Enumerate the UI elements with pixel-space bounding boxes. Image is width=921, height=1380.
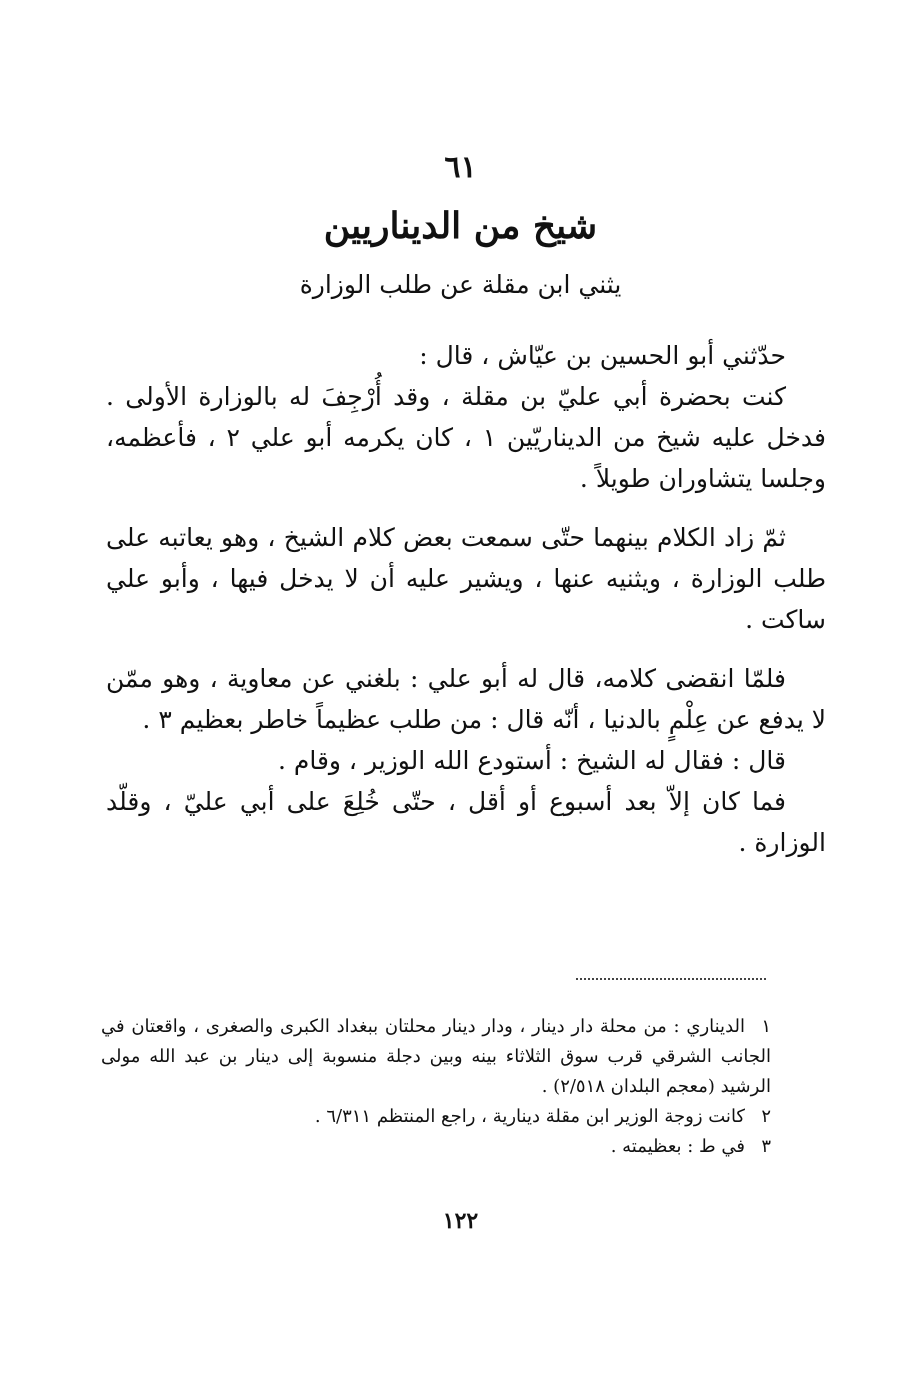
footnote-text: في ط : بعظيمته . (610, 1136, 745, 1157)
page-title: شيخ من الديناريين (323, 205, 598, 247)
footnote-text: كانت زوجة الوزير ابن مقلة دينارية ، راجع المنتظم ٦/٣١١ . (314, 1106, 745, 1127)
footnotes (101, 1012, 771, 1162)
page-number: ١٢٢ (442, 1208, 479, 1234)
paragraph-intro: حدّثني أبو الحسين بن عيّاش ، قال : (419, 341, 786, 370)
footnote-number: ٢ (761, 1106, 771, 1127)
footnote-1 (101, 1012, 771, 1102)
paragraph-4: قال : فقال له الشيخ : أستودع الله الوزير ، وقام . (277, 746, 786, 775)
footnote-number: ١ (761, 1016, 771, 1037)
footnote-number: ٣ (761, 1136, 771, 1157)
paragraph-5: فما كان إلاّ بعد أسبوع أو أقل ، حتّى خُلِعَ على أبي عليّ ، وقلّد الوزارة . (106, 787, 826, 857)
paragraph-1: كنت بحضرة أبي عليّ بن مقلة ، وقد أُرْجِفَ له بالوزارة الأولى . فدخل عليه شيخ من الديناريّين ١ ، كان يكرمه أبو علي ٢ ، فأعظمه، وجلسا يتشاوران طويلاً . (106, 382, 826, 493)
footnote-3 (101, 1132, 771, 1162)
chapter-number: ٦١ (444, 150, 477, 185)
footnote-2 (101, 1102, 771, 1132)
paragraph-3: فلمّا انقضى كلامه، قال له أبو علي : بلغني عن معاوية ، وهو ممّن لا يدفع عن عِلْمٍ بالدنيا ، أنّه قال : من طلب عظيماً خاطر بعظيم ٣ . (106, 664, 826, 734)
footnote-divider (576, 978, 766, 980)
footnote-text: الديناري : من محلة دار دينار ، ودار دينار محلتان ببغداد الكبرى والصغرى ، واقعتان في الجانب الشرقي قرب سوق الثلاثاء بينه وبين دجلة منسوبة إلى دينار بن عبد الله مولى الرشيد (معجم البلدان ٢/٥١٨) . (101, 1016, 771, 1097)
paragraph-2: ثمّ زاد الكلام بينهما حتّى سمعت بعض كلام الشيخ ، وهو يعاتبه على طلب الوزارة ، ويثنيه عنها ، ويشير عليه أن لا يدخل فيها ، وأبو علي ساكت . (106, 523, 826, 634)
main-text (106, 335, 826, 863)
page-subtitle: يثني ابن مقلة عن طلب الوزارة (299, 270, 622, 299)
